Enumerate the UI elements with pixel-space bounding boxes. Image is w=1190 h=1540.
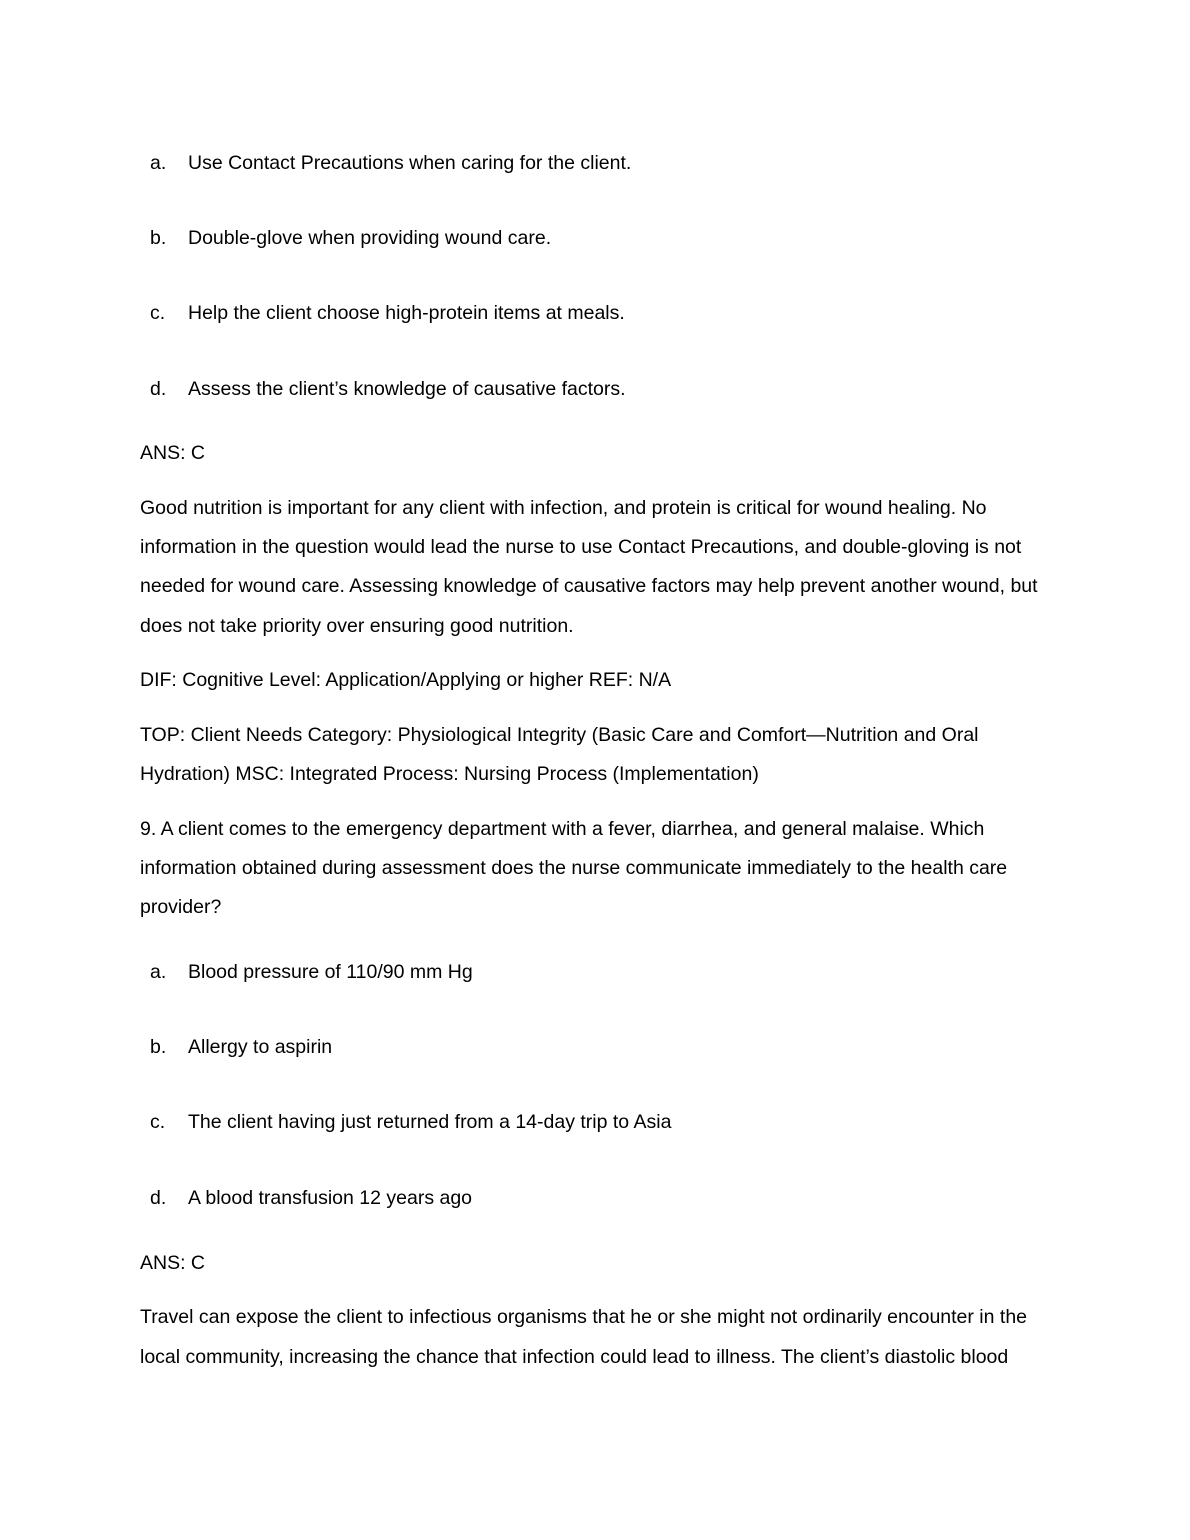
rationale-line: Travel can expose the client to infectious organisms that he or she might not ordinarily encounter in the — [140, 1306, 1028, 1328]
option-letter: d. — [150, 378, 167, 400]
rationale-line: local community, increasing the chance that infection could lead to illness. The client’s diastolic blood — [140, 1346, 1009, 1368]
option-letter: c. — [150, 302, 166, 324]
option-text: Blood pressure of 110/90 mm Hg — [188, 961, 473, 983]
option-text: Assess the client’s knowledge of causative factors. — [188, 378, 626, 400]
topic-line: Hydration) MSC: Integrated Process: Nursing Process (Implementation) — [140, 763, 759, 785]
answer-label: ANS: C — [140, 1252, 206, 1274]
question-stem-line: 9. A client comes to the emergency department with a fever, diarrhea, and general malaise. Which — [140, 818, 985, 840]
option-text: The client having just returned from a 14-day trip to Asia — [188, 1111, 672, 1133]
rationale-line: needed for wound care. Assessing knowledge of causative factors may help prevent another wound, but — [140, 575, 1038, 597]
option-text: Help the client choose high-protein items at meals. — [188, 302, 625, 324]
rationale-line: information in the question would lead the nurse to use Contact Precautions, and double-gloving is not — [140, 536, 1022, 558]
question-stem-line: provider? — [140, 896, 222, 918]
option-text: Allergy to aspirin — [188, 1036, 333, 1058]
option-letter: b. — [150, 227, 167, 249]
answer-label: ANS: C — [140, 442, 206, 464]
option-letter: a. — [150, 152, 167, 174]
option-text: A blood transfusion 12 years ago — [188, 1187, 473, 1209]
option-text: Double-glove when providing wound care. — [188, 227, 552, 249]
option-letter: d. — [150, 1187, 167, 1209]
rationale-line: Good nutrition is important for any client with infection, and protein is critical for wound healing. No — [140, 497, 987, 519]
option-letter: a. — [150, 961, 167, 983]
topic-line: TOP: Client Needs Category: Physiological Integrity (Basic Care and Comfort—Nutrition and Oral — [140, 724, 979, 746]
rationale-line: does not take priority over ensuring good nutrition. — [140, 615, 574, 637]
option-text: Use Contact Precautions when caring for the client. — [188, 152, 632, 174]
option-letter: b. — [150, 1036, 167, 1058]
option-letter: c. — [150, 1111, 166, 1133]
question-stem-line: information obtained during assessment does the nurse communicate immediately to the health care — [140, 857, 1008, 879]
difficulty-line: DIF: Cognitive Level: Application/Applying or higher REF: N/A — [140, 669, 672, 691]
